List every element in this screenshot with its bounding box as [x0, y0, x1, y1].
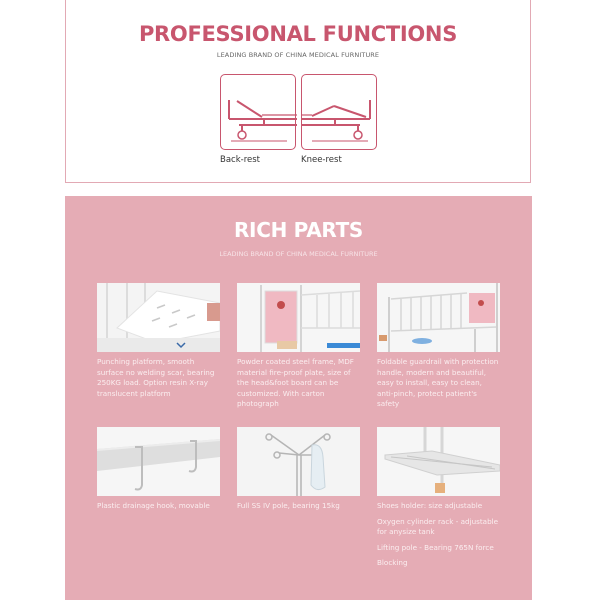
part-card: [97, 427, 220, 512]
section-title: PROFESSIONAL FUNCTIONS: [138, 22, 458, 46]
part-description-list: [377, 501, 500, 569]
rich-parts-section: [65, 196, 532, 600]
part-card: [97, 283, 220, 399]
part-description: Plastic drainage hook, movable: [97, 501, 210, 510]
part-feature: Lifting pole - Bearing 765N force: [377, 542, 494, 552]
part-description: Punching platform, smooth surface no welding scar, bearing 250KG load. Option resin X-ray translucent platform: [97, 357, 215, 398]
section-subtitle: LEADING BRAND OF CHINA MEDICAL FURNITURE: [216, 51, 380, 59]
part-description: Full SS IV pole, bearing 15kg: [237, 501, 340, 510]
head-foot-board-photo: [237, 283, 360, 352]
bed-back-rest-icon: [220, 74, 296, 150]
section-subtitle: LEADING BRAND OF CHINA MEDICAL FURNITURE: [219, 250, 378, 258]
part-feature: Shoes holder: size adjustable: [377, 501, 483, 510]
part-card: [377, 283, 500, 410]
iv-pole-photo: [237, 427, 360, 496]
punching-platform-photo: [97, 283, 220, 352]
back-rest-label: Back-rest: [220, 155, 261, 165]
professional-functions-section: [65, 0, 531, 183]
knee-rest-label: Knee-rest: [301, 155, 342, 165]
shoes-holder-photo: [377, 427, 500, 496]
part-feature: Oxygen cylinder rack - adjustable for anysize tank: [377, 516, 499, 536]
part-card: [237, 427, 360, 512]
bed-knee-rest-icon: [301, 74, 377, 150]
foldable-guardrail-photo: [377, 283, 500, 352]
part-description: Foldable guardrail with protection handle, modern and beautiful, easy to install, easy to clean, anti-pinch, protect patient's safety: [377, 357, 499, 408]
part-card: [237, 283, 360, 410]
part-description: Powder coated steel frame, MDF material fire-proof plate, size of the head&foot board can be customized. With carton photograph: [237, 357, 354, 408]
section-title: RICH PARTS: [233, 218, 364, 242]
part-card: [377, 427, 500, 574]
part-feature: Blocking: [377, 558, 408, 567]
drainage-hook-photo: [97, 427, 220, 496]
